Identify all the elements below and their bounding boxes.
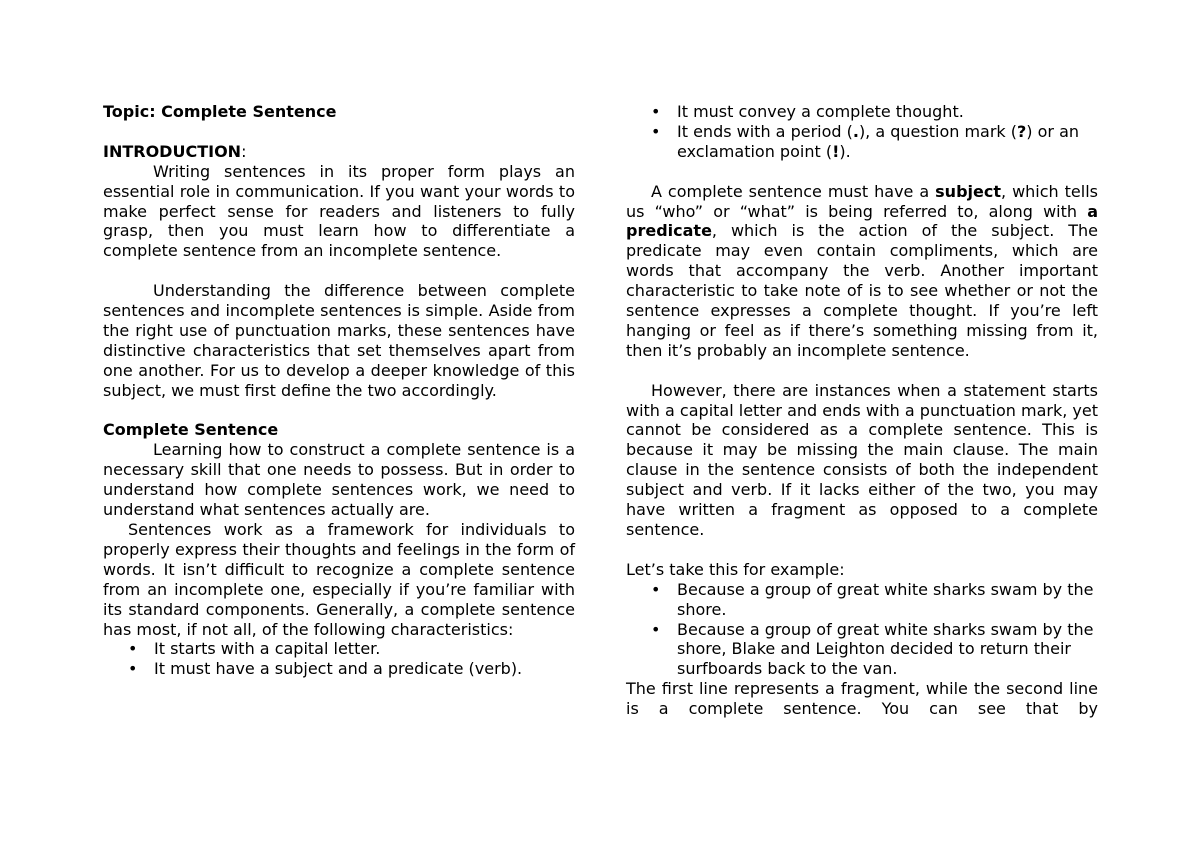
conclusion-paragraph: The first line represents a fragment, while the second line is a complete sentence. You can see that by xyxy=(626,679,1098,719)
intro-paragraph-1: Writing sentences in its proper form plays an essential role in communication. If you want your words to make perfect sense for readers and listeners to fully grasp, then you must learn how to differentiate a complete sentence from an incomplete sentence. xyxy=(103,161,575,261)
intro-heading-line: INTRODUCTION: xyxy=(103,141,247,161)
list-item: • Because a group of great white sharks swam by the shore, Blake and Leighton decided to return their surfboards back to the van. xyxy=(626,620,1098,680)
list-item: • It starts with a capital letter. xyxy=(103,639,575,659)
complete-paragraph-1: Learning how to construct a complete sentence is a necessary skill that one needs to possess. But in order to understand how complete sentences work, we need to understand what sentences actually are. xyxy=(103,440,575,520)
examples-list xyxy=(626,580,1098,680)
list-item: • It ends with a period (.), a question mark (?) or an exclamation point (!). xyxy=(626,122,1098,162)
complete-sentence-heading: Complete Sentence xyxy=(103,420,279,440)
complete-paragraph-2: Sentences work as a framework for individuals to properly express their thoughts and feelings in the form of words. It isn’t difficult to recognize a complete sentence from an incomplete one, especially if you’re familiar with its standard components. Generally, a complete sentence has most, if not all, of the following characteristics: xyxy=(103,519,575,639)
intro-paragraph-2: Understanding the difference between complete sentences and incomplete sentences is simple. Aside from the right use of punctuation marks, these sentences have distinctive characteristics that set themselves apart from one another. For us to develop a deeper knowledge of this subject, we must first define the two accordingly. xyxy=(103,281,575,400)
right-column xyxy=(626,102,1098,719)
characteristics-list-right xyxy=(626,102,1098,162)
list-item: • Because a group of great white sharks swam by the shore. xyxy=(626,580,1098,620)
left-column xyxy=(103,102,575,679)
list-item: • It must have a subject and a predicate (verb). xyxy=(103,659,575,679)
intro-heading: INTRODUCTION xyxy=(103,141,242,161)
list-item: • It must convey a complete thought. xyxy=(626,102,1098,122)
subject-predicate-paragraph: A complete sentence must have a subject, which tells us “who” or “what” is being referred to, along with a predicate, which is the action of the subject. The predicate may even contain compliments, which are words that accompany the verb. Another important characteristic to take note of is to see whether or not the sentence expresses a complete thought. If you’re left hanging or feel as if there’s something missing from it, then it’s probably an incomplete sentence. xyxy=(626,181,1098,360)
subject-term: subject xyxy=(935,181,1001,201)
predicate-term: a predicate xyxy=(626,201,1098,241)
characteristics-list-left xyxy=(103,639,575,679)
example-intro: Let’s take this for example: xyxy=(626,559,845,579)
fragment-paragraph: However, there are instances when a statement starts with a capital letter and ends with a punctuation mark, yet cannot be considered as a complete sentence. This is because it may be missing the main clause. The main clause in the sentence consists of both the independent subject and verb. If it lacks either of the two, you may have written a fragment as opposed to a complete sentence. xyxy=(626,380,1098,539)
topic-heading: Topic: Complete Sentence xyxy=(103,102,337,121)
